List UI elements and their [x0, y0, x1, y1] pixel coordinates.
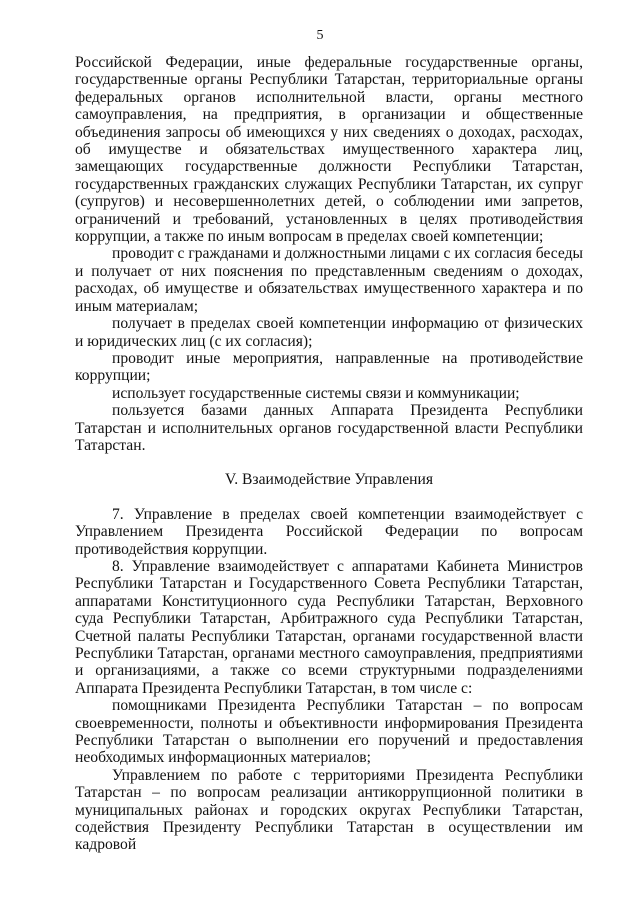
paragraph-information: получает в пределах своей компетенции информацию от физических и юридических лиц (с их согласия);: [75, 315, 583, 350]
section-heading: V. Взаимодействие Управления: [224, 471, 433, 489]
paragraph-7: 7. Управление в пределах своей компетенции взаимодействует с Управлением Президента Российской Федерации по вопросам противодействия коррупции.: [75, 505, 583, 558]
paragraph-communications: использует государственные системы связи и коммуникации;: [112, 384, 520, 402]
paragraph-conversations: проводит с гражданами и должностными лицами с их согласия беседы и получает от них пояснения по представленным сведениям о доходах, расходах, об имуществе и обязательствах имущественного характера и по иным материалам;: [75, 245, 584, 315]
paragraph-assistants: помощниками Президента Республики Татарстан – по вопросам своевременности, полноты и объективности информирования Президента Республики Татарстан о выполнении его поручений и предоставления необходимых информационных материалов;: [75, 697, 583, 767]
paragraph-8: 8. Управление взаимодействует с аппаратами Кабинета Министров Республики Татарстан и Государственного Совета Республики Татарстан, аппаратами Конституционного суда Республики Татарстан, Верховного суда Республики Татарстан, Арбитражного суда Республики Татарстан, Счетной палаты Республики Татарстан, органами государственной власти Республики Татарстан, органами местного самоуправления, предприятиями и организациями, а также со всеми структурными подразделениями Аппарата Президента Республики Татарстан, в том числе с:: [75, 557, 583, 697]
document-body: [75, 54, 583, 854]
paragraph-requests: Российской Федерации, иные федеральные государственные органы, государственные органы Республики Татарстан, территориальные органы федеральных органов исполнительной власти, органы местного самоуправления, на предприятия, в организации и общественные объединения запросы об имеющихся у них сведениях о доходах, расходах, об имуществе и обязательствах имущественного характера лиц, замещающих государственные должности Республики Татарстан, государственных гражданских служащих Республики Татарстан, их супруг (супругов) и несовершеннолетних детей, о соблюдении ими запретов, ограничений и требований, установленных в целях противодействия коррупции, а также по иным вопросам в пределах своей компетенции;: [75, 54, 583, 246]
paragraph-territories: Управлением по работе с территориями Президента Республики Татарстан – по вопросам реализации антикоррупционной политики в муниципальных районах и городских округах Республики Татарстан, содействия Президенту Республики Татарстан в осуществлении им кадровой: [75, 766, 583, 854]
page-number: 5: [316, 28, 324, 43]
paragraph-measures: проводит иные мероприятия, направленные на противодействие коррупции;: [75, 349, 583, 385]
paragraph-databases: пользуется базами данных Аппарата Президента Республики Татарстан и исполнительных органов государственной власти Республики Татарстан.: [75, 402, 583, 454]
